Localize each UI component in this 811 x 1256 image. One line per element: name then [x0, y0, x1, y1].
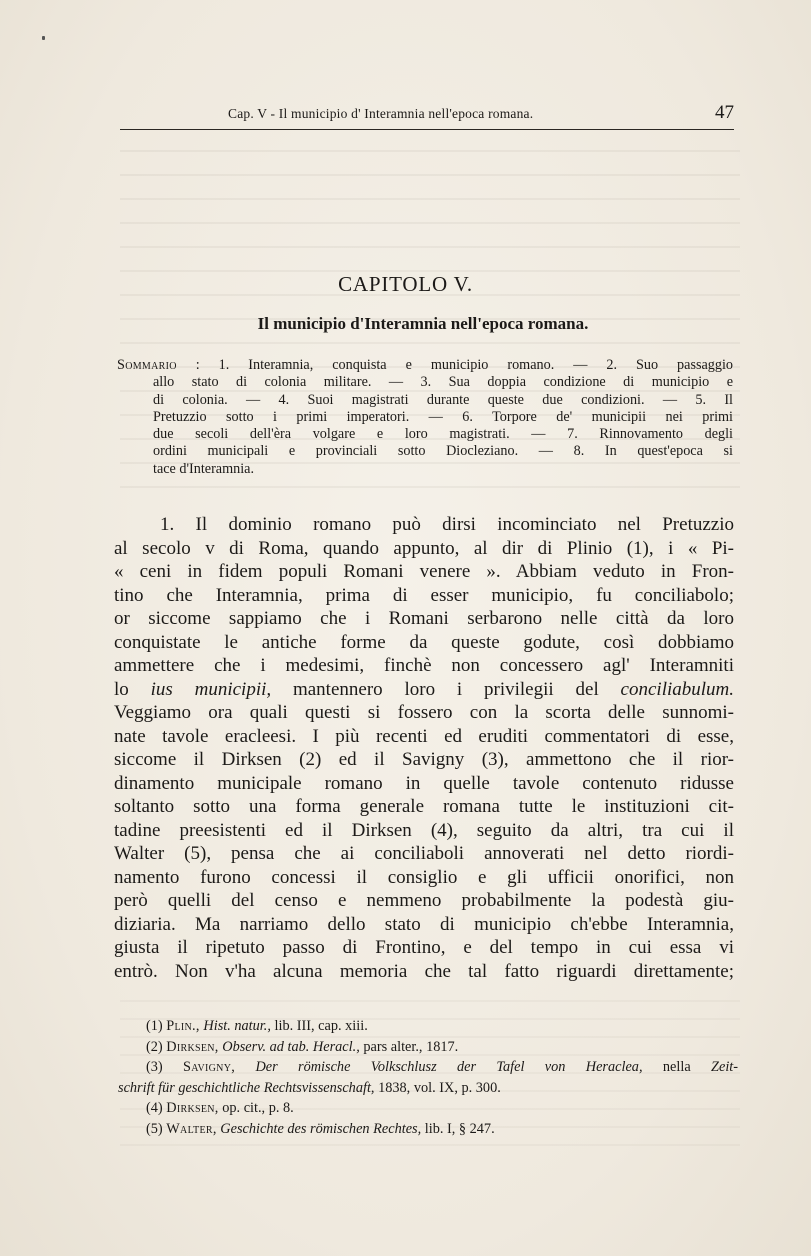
body-line: però quelli del censo e nemmeno probabilmente la podestà giu-: [114, 890, 734, 911]
footnote-3-continued: schrift für geschichtliche Rechtsvissenschaft, 1838, vol. IX, p. 300.: [118, 1079, 501, 1096]
running-title: Cap. V - Il municipio d' Interamnia nell'epoca romana.: [228, 106, 534, 121]
body-line: soltanto sotto una forma generale romana tutte le instituzioni cit-: [114, 796, 734, 817]
body-line: conquistate le antiche forme da queste godute, così dobbiamo: [114, 631, 734, 653]
body-line: entrò. Non v'ha alcuna memoria che tal fatto riguardi direttamente;: [114, 960, 734, 982]
body-line: 1. Il dominio romano può dirsi incominciato nel Pretuzzio: [160, 514, 734, 535]
body-line: Veggiamo ora quali questi si fossero con la scorta delle sunnomi-: [114, 702, 734, 723]
body-line: dinamento municipale romano in quelle tavole contenuto ridusse: [114, 772, 734, 794]
body-line: Walter (5), pensa che ai conciliaboli annoverati nel detto riordi-: [114, 843, 734, 864]
summary-line: Sommario : 1. Interamnia, conquista e municipio romano. — 2. Suo passaggio: [117, 357, 734, 373]
body-line: nate tavole eracleesi. I più recenti ed eruditi commentatori di esse,: [114, 725, 734, 747]
footnote-5: (5) Walter, Geschichte des römischen Rechtes, lib. I, § 247.: [146, 1120, 495, 1137]
body-line: diziaria. Ma narriamo dello stato di municipio ch'ebbe Interamnia,: [114, 913, 734, 935]
body-line: lo ius municipii, mantennero loro i privilegii del conciliabulum.: [114, 678, 734, 700]
page-number: 47: [715, 102, 734, 123]
running-header: [120, 100, 736, 130]
chapter-subtitle: Il municipio d'Interamnia nell'epoca romana.: [257, 314, 589, 333]
body-line: tino che Interamnia, prima di esser municipio, fu conciliabolo;: [114, 584, 734, 606]
footnote-3: (3) Savigny, Der römische Volkschlusz der Tafel von Heraclea, nella Zeit-: [146, 1059, 739, 1075]
body-line: namento furono concessi il consiglio e gli ufficii onorifici, non: [114, 866, 734, 888]
summary-label: Sommario: [117, 357, 177, 373]
summary-line: Pretuzzio sotto i primi imperatori. — 6. Torpore de' municipii nei primi: [153, 408, 733, 425]
footnote-2: (2) Dirksen, Observ. ad tab. Heracl., pars alter., 1817.: [146, 1038, 459, 1055]
body-line: « ceni in fidem populi Romani venere ». Abbiam veduto in Fron-: [114, 561, 734, 582]
body-line: tadine preesistenti ed il Dirksen (4), seguito da altri, tra cui il: [114, 819, 734, 841]
chapter-summary: [117, 357, 733, 478]
body-paragraph: [114, 513, 734, 983]
ink-speck: [42, 36, 45, 40]
header-rule: [120, 129, 734, 130]
summary-line: due secoli dell'èra volgare e loro magistrati. — 7. Rinnovamento degli: [153, 426, 733, 443]
body-line: al secolo v di Roma, quando appunto, al dir di Plinio (1), i « Pi-: [114, 537, 734, 559]
footnote-1: (1) Plin., Hist. natur., lib. III, cap. xiii.: [146, 1018, 368, 1034]
footnotes: [118, 1016, 739, 1139]
summary-line: allo stato di colonia militare. — 3. Sua doppia condizione di municipio e: [153, 374, 733, 391]
italic-term: conciliabulum.: [620, 678, 734, 700]
body-line: or siccome sappiamo che i Romani serbarono nelle città da loro: [114, 608, 734, 629]
body-line: ammettere che i medesimi, finchè non concessero agl' Interamniti: [114, 655, 734, 676]
italic-term: ius municipii,: [150, 678, 272, 700]
summary-line: di colonia. — 4. Suoi magistrati durante queste due condizioni. — 5. Il: [153, 391, 733, 408]
footnote-4: (4) Dirksen, op. cit., p. 8.: [146, 1100, 294, 1116]
body-line: siccome il Dirksen (2) ed il Savigny (3), ammettono che il rior-: [114, 749, 734, 770]
chapter-title: CAPITOLO V.: [338, 272, 473, 296]
body-line: giusta il ripetuto passo di Frontino, e del tempo in cui essa vi: [114, 937, 734, 958]
summary-line: tace d'Interamnia.: [153, 460, 255, 477]
summary-line: ordini municipali e provinciali sotto Diocleziano. — 8. In quest'epoca si: [153, 443, 733, 460]
